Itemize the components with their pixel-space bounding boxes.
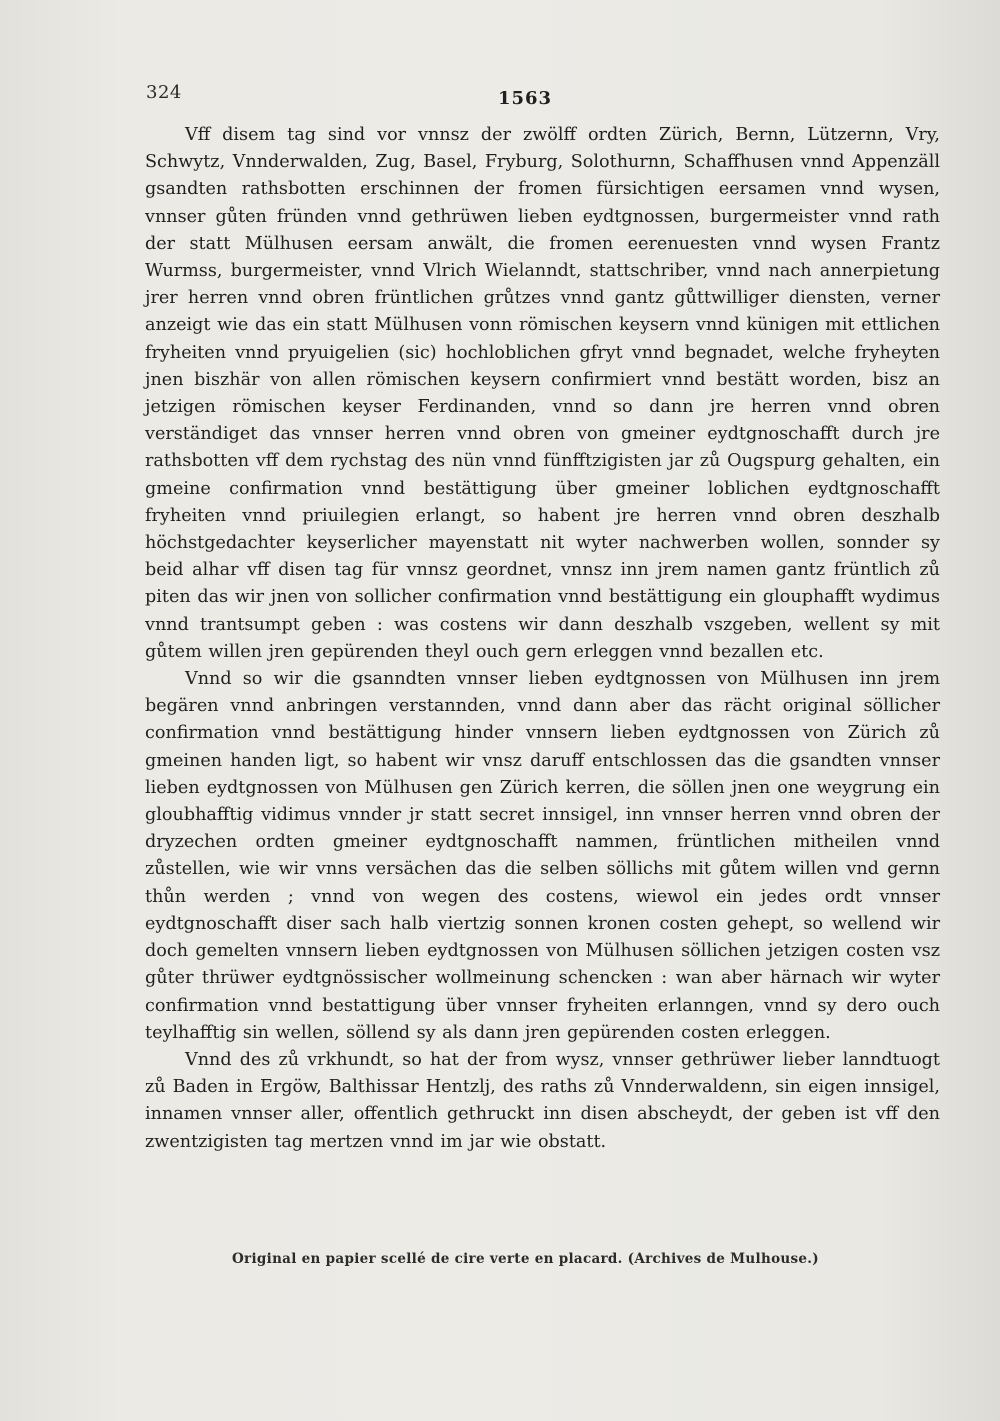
page-number: 324 (146, 82, 182, 103)
page-year-heading: 1563 (497, 88, 553, 109)
source-note: Original en papier scellé de cire verte en placard. (Archives de Mulhouse.) (232, 1251, 819, 1267)
paragraph-1: Vff disem tag sind vor vnnsz der zwölff ordten Zürich, Bernn, Lützernn, Vry, Schwytz, Vnnderwalden, Zug, Basel, Fryburg, Solothurnn, Schaffhusen vnnd Appenzäll gsandten rathsbotten erschinnen der fromen fürsichtigen eersamen vnnd wysen, vnnser gůten fründen vnnd gethrüwen lieben eydtgnossen, burgermeister vnnd rath der statt Mülhusen eersam anwält, die fromen eerenuesten vnnd wysen Frantz Wurmss, burgermeister, vnnd Vlrich Wielanndt, stattschriber, vnnd nach annerpietung jrer herren vnnd obren früntlichen grůtzes vnnd gantz gůttwilliger diensten, verner anzeigt wie das ein statt Mülhusen vonn römischen keysern vnnd künigen mit ettlichen fryheiten vnnd pryuigelien (sic) hochloblichen gfryt vnnd begnadet, welche fryheyten jnen biszhär von allen römischen keysern confirmiert vnnd bestätt worden, bisz an jetzigen römischen keyser Ferdinanden, vnnd so dann jre herren vnnd obren verständiget das vnnser herren vnnd obren von gmeiner eydtgnoschafft durch jre rathsbotten vff dem rychstag des nün vnnd fünfftzigisten jar zů Ougspurg gehalten, ein gmeine confirmation vnnd bestättigung über gmeiner loblichen eydtgnoschafft fryheiten vnnd priuilegien erlangt, so habent jre herren vnnd obren deszhalb höchstgedachter keyserlicher mayenstatt nit wyter nachwerben wollen, sonnder sy beid alhar vff disen tag für vnnsz geordnet, vnnsz inn jrem namen gantz früntlich zů piten das wir jnen von sollicher confirmation vnnd bestättigung ein glouphafft wydimus vnnd trantsumpt geben : was costens wir dann deszhalb vszgeben, wellent sy mit gůtem willen jren gepürenden theyl ouch gern erleggen vnnd bezallen etc. (145, 125, 940, 662)
body-text (145, 122, 940, 1156)
paragraph-3: Vnnd des zů vrkhundt, so hat der from wysz, vnnser gethrüwer lieber lanndtuogt zů Baden in Ergöw, Balthissar Hentzlj, des raths zů Vnnderwaldenn, sin eigen innsigel, innamen vnnser aller, offentlich gethruckt inn disen abscheydt, der geben ist vff den zwentzigisten tag mertzen vnnd im jar wie obstatt. (145, 1049, 940, 1152)
paragraph-2: Vnnd so wir die gsanndten vnnser lieben eydtgnossen von Mülhusen inn jrem begären vnnd anbringen verstannden, vnnd dann aber das rächt original söllicher confirmation vnnd bestättigung hinder vnnsern lieben eydtgnossen von Zürich zů gmeinen handen ligt, so habent wir vnsz daruff entschlossen das die gsandten vnnser lieben eydtgnossen von Mülhusen gen Zürich kerren, die söllen jnen one weygrung ein gloubhafftig vidimus vnnder jr statt secret innsigel, inn vnnser herren vnnd obren der dryzechen ordten gmeiner eydtgnoschafft nammen, früntlichen mitheilen vnnd zůstellen, wie wir vnns versächen das die selben söllichs mit gůtem willen vnd gernn thůn werden ; vnnd von wegen des costens, wiewol ein jedes ordt vnnser eydtgnoschafft diser sach halb viertzig sonnen kronen costen gehept, so wellend wir doch gemelten vnnsern lieben eydtgnossen von Mülhusen söllichen jetzigen costen vsz gůter thrüwer eydtgnössischer wollmeinung schencken : wan aber härnach wir wyter confirmation vnnd bestattigung über vnnser fryheiten erlanngen, vnnd sy dero ouch teylhafftig sin wellen, söllend sy als dann jren gepürenden costen erleggen. (145, 669, 940, 1043)
